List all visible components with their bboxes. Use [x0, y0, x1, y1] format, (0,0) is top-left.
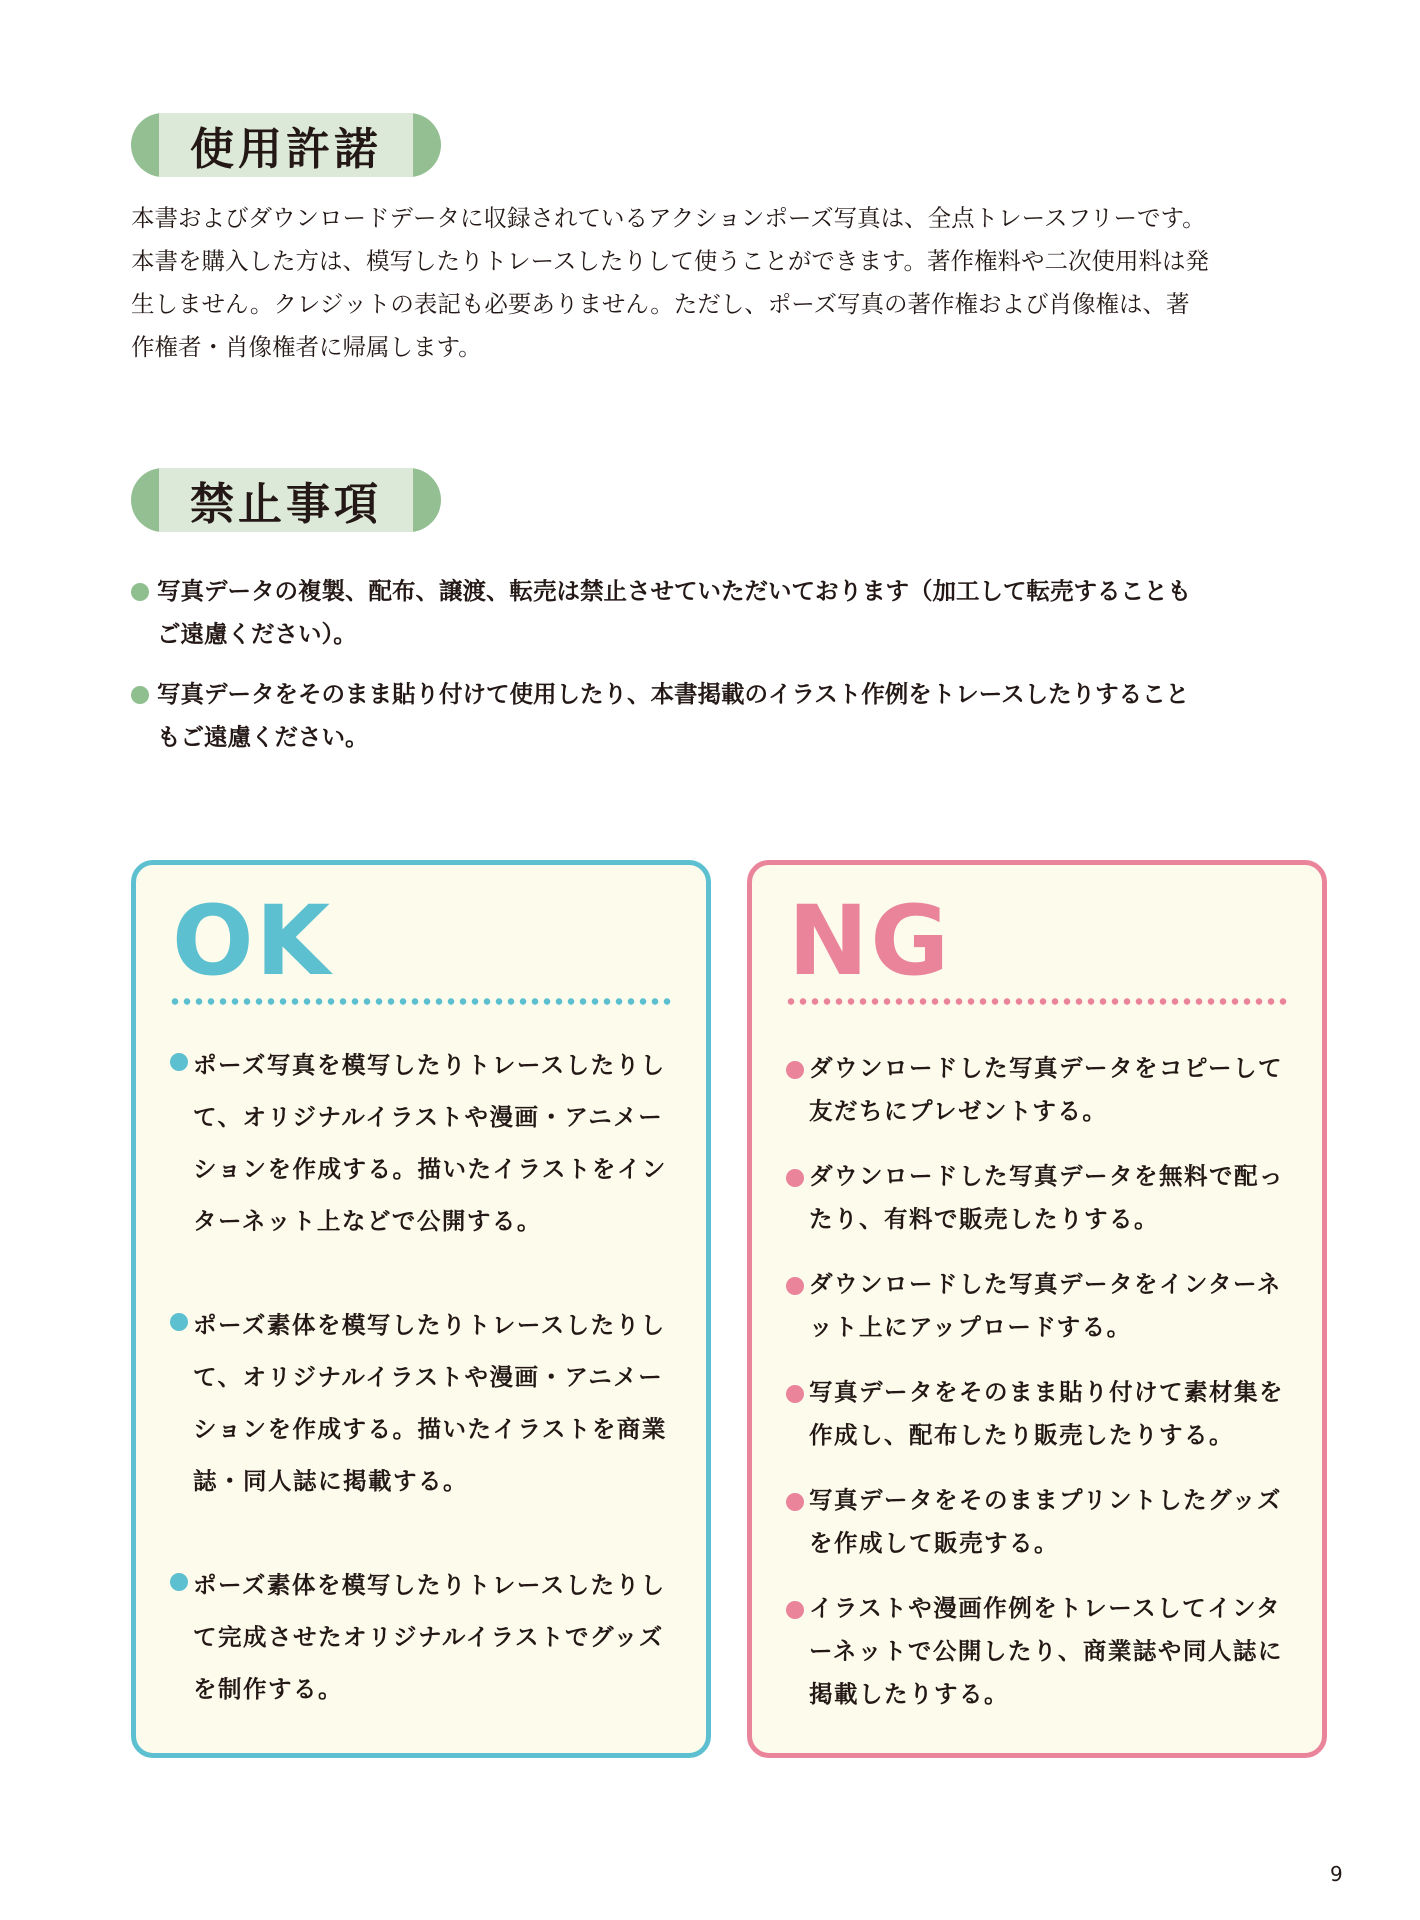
ng-item: [809, 1479, 1292, 1565]
dotted-divider: [169, 998, 673, 1005]
ok-panel: [131, 860, 711, 1758]
bullet-icon: [786, 1277, 804, 1295]
ng-item: [809, 1371, 1292, 1457]
license-body: 本書およびダウンロードデータに収録されているアクションポーズ写真は、全点トレースフリーです。本書を購入した方は、模写したりトレースしたりして使うことができます。著作権料や二次使用料は発生しません。クレジットの表記も必要ありません。ただし、ポーズ写真の著作権および肖像権は、著作権者・肖像権者に帰属します。: [131, 204, 1209, 361]
ng-item-text: ダウンロードした写真データをインターネット上にアップロードする。: [809, 1270, 1282, 1341]
ok-item-text: ポーズ素体を模写したりトレースしたりして完成させたオリジナルイラストでグッズを制作する。: [193, 1571, 666, 1703]
ng-item: [809, 1263, 1292, 1349]
bullet-icon: [786, 1601, 804, 1619]
ng-item: [809, 1155, 1292, 1241]
ng-item-text: 写真データをそのまま貼り付けて素材集を作成し、配布したり販売したりする。: [809, 1378, 1284, 1449]
bullet-icon: [131, 686, 149, 704]
bullet-icon: [170, 1573, 188, 1591]
ng-item-text: 写真データをそのままプリントしたグッズを作成して販売する。: [809, 1486, 1282, 1557]
bullet-icon: [170, 1053, 188, 1071]
ng-item: [809, 1047, 1292, 1133]
prohibited-list: [131, 570, 1211, 776]
ng-item: [809, 1587, 1292, 1716]
bullet-icon: [170, 1313, 188, 1331]
ng-item-text: ダウンロードした写真データを無料で配ったり、有料で販売したりする。: [809, 1162, 1284, 1233]
bullet-icon: [786, 1169, 804, 1187]
bullet-icon: [131, 583, 149, 601]
prohibited-item-text: 写真データをそのまま貼り付けて使用したり、本書掲載のイラスト作例をトレースしたりすることもご遠慮ください。: [157, 680, 1190, 751]
ok-item: [193, 1299, 676, 1507]
ok-item-text: ポーズ素体を模写したりトレースしたりして、オリジナルイラストや漫画・アニメーションを作成する。描いたイラストを商業誌・同人誌に掲載する。: [193, 1311, 667, 1495]
ok-label: OK: [172, 885, 332, 997]
prohibited-item-text: 写真データの複製、配布、譲渡、転売は禁止させていただいております（加工して転売することもご遠慮ください）。: [157, 577, 1191, 648]
prohibited-item: [131, 570, 1211, 656]
bullet-icon: [786, 1061, 804, 1079]
bullet-icon: [786, 1385, 804, 1403]
prohibited-heading-badge: [131, 468, 441, 532]
ok-item-text: ポーズ写真を模写したりトレースしたりして、オリジナルイラストや漫画・アニメーションを作成する。描いたイラストをインターネット上などで公開する。: [193, 1051, 667, 1235]
prohibited-heading: 禁止事項: [159, 468, 413, 532]
bullet-icon: [786, 1493, 804, 1511]
dotted-divider: [785, 998, 1289, 1005]
ok-item: [193, 1039, 676, 1247]
license-heading-badge: [131, 113, 441, 177]
prohibited-item: [131, 673, 1211, 759]
page-number: 9: [1330, 1862, 1343, 1886]
ng-label: NG: [788, 885, 952, 997]
ok-item: [193, 1559, 676, 1715]
license-heading: 使用許諾: [159, 113, 413, 177]
ng-item-text: ダウンロードした写真データをコピーして友だちにプレゼントする。: [809, 1054, 1284, 1125]
ng-panel: [747, 860, 1327, 1758]
ng-item-text: イラストや漫画作例をトレースしてインターネットで公開したり、商業誌や同人誌に掲載したりする。: [809, 1594, 1283, 1708]
